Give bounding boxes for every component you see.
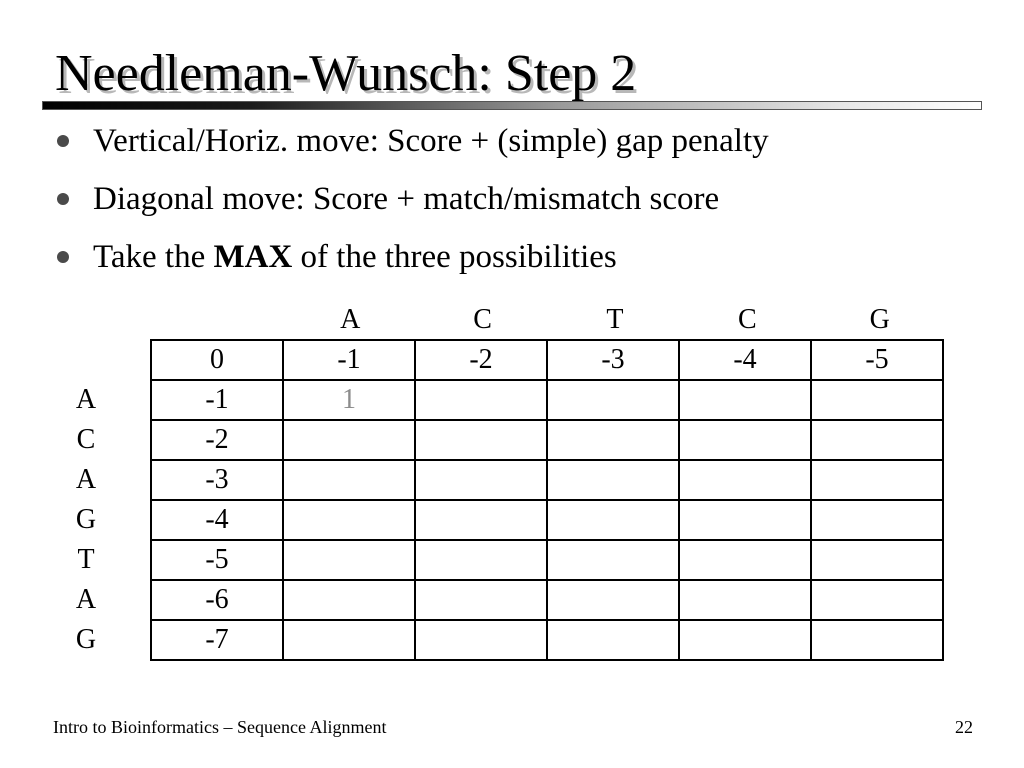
bullet-dot-icon bbox=[57, 135, 69, 147]
column-header-spacer bbox=[151, 300, 284, 340]
matrix-cell bbox=[547, 580, 679, 620]
bullet-text: Diagonal move: Score + match/mismatch score bbox=[93, 181, 720, 217]
matrix-cell bbox=[679, 580, 811, 620]
matrix-row bbox=[151, 620, 943, 660]
matrix-cell bbox=[679, 620, 811, 660]
bullet-dot-icon bbox=[57, 193, 69, 205]
matrix-cell: -6 bbox=[151, 580, 283, 620]
matrix-cell bbox=[283, 460, 415, 500]
score-matrix bbox=[150, 339, 944, 661]
row-nucleotide: T bbox=[77, 544, 95, 575]
matrix-cell bbox=[415, 580, 547, 620]
column-nucleotide: C bbox=[738, 304, 757, 335]
bullet-item bbox=[55, 179, 769, 219]
matrix-cell: -7 bbox=[151, 620, 283, 660]
matrix-cell bbox=[679, 500, 811, 540]
matrix-cell bbox=[547, 380, 679, 420]
matrix-cell bbox=[415, 460, 547, 500]
matrix-cell bbox=[547, 540, 679, 580]
matrix-row bbox=[151, 420, 943, 460]
matrix-cell: -1 bbox=[151, 380, 283, 420]
matrix-cell-computed: 1 bbox=[283, 380, 415, 420]
row-nucleotide: G bbox=[75, 504, 97, 535]
matrix-cell bbox=[415, 540, 547, 580]
matrix-cell bbox=[283, 620, 415, 660]
bullet-text: Take the bbox=[93, 239, 214, 275]
matrix-row bbox=[151, 460, 943, 500]
bullet-bold-text: MAX bbox=[213, 239, 293, 275]
matrix-cell: 0 bbox=[151, 340, 283, 380]
column-nucleotide: C bbox=[473, 304, 492, 335]
matrix-cell bbox=[679, 460, 811, 500]
matrix-cell bbox=[415, 500, 547, 540]
bullet-dot-icon bbox=[57, 251, 69, 263]
bullet-text: Vertical/Horiz. move: Score + (simple) gap penalty bbox=[93, 123, 769, 159]
row-nucleotide: G bbox=[75, 624, 97, 655]
matrix-cell bbox=[547, 620, 679, 660]
footer-course-label: Intro to Bioinformatics – Sequence Alignment bbox=[53, 717, 387, 737]
matrix-cell bbox=[415, 620, 547, 660]
matrix-cell bbox=[679, 380, 811, 420]
title-underline bbox=[42, 101, 982, 110]
matrix-cell bbox=[283, 540, 415, 580]
matrix-row bbox=[151, 500, 943, 540]
matrix-cell bbox=[679, 420, 811, 460]
matrix-cell: -3 bbox=[151, 460, 283, 500]
matrix-cell bbox=[283, 580, 415, 620]
bullet-item bbox=[55, 121, 769, 161]
matrix-cell bbox=[415, 380, 547, 420]
matrix-cell: -1 bbox=[283, 340, 415, 380]
matrix-cell bbox=[811, 460, 943, 500]
bullet-list bbox=[55, 121, 769, 295]
matrix-cell: -5 bbox=[151, 540, 283, 580]
column-nucleotide: T bbox=[606, 304, 624, 335]
matrix-cell: -3 bbox=[547, 340, 679, 380]
matrix-cell bbox=[811, 620, 943, 660]
page-number: 22 bbox=[955, 717, 973, 737]
column-sequence-header bbox=[151, 300, 946, 340]
matrix-row bbox=[151, 580, 943, 620]
column-nucleotide: A bbox=[340, 304, 361, 335]
row-nucleotide: A bbox=[75, 384, 97, 415]
matrix-cell bbox=[811, 380, 943, 420]
matrix-cell: -4 bbox=[679, 340, 811, 380]
matrix-cell bbox=[415, 420, 547, 460]
matrix-row bbox=[151, 380, 943, 420]
slide-title: Needleman-Wunsch: Step 2 bbox=[55, 45, 637, 102]
matrix-cell: -5 bbox=[811, 340, 943, 380]
row-nucleotide: A bbox=[75, 584, 97, 615]
matrix-cell bbox=[811, 540, 943, 580]
matrix-row bbox=[151, 340, 943, 380]
matrix-cell bbox=[811, 420, 943, 460]
matrix-cell bbox=[547, 420, 679, 460]
matrix-cell bbox=[679, 540, 811, 580]
row-sequence-header bbox=[56, 380, 116, 660]
row-nucleotide: A bbox=[75, 464, 97, 495]
matrix-cell: -2 bbox=[415, 340, 547, 380]
matrix-cell bbox=[811, 580, 943, 620]
matrix-cell: -2 bbox=[151, 420, 283, 460]
matrix-row bbox=[151, 540, 943, 580]
matrix-cell: -4 bbox=[151, 500, 283, 540]
matrix-cell bbox=[283, 420, 415, 460]
column-nucleotide: G bbox=[869, 304, 890, 335]
matrix-cell bbox=[547, 460, 679, 500]
row-nucleotide: C bbox=[76, 424, 96, 455]
bullet-item bbox=[55, 237, 769, 277]
matrix-cell bbox=[547, 500, 679, 540]
bullet-text: of the three possibilities bbox=[292, 239, 617, 275]
matrix-cell bbox=[811, 500, 943, 540]
matrix-cell bbox=[283, 500, 415, 540]
